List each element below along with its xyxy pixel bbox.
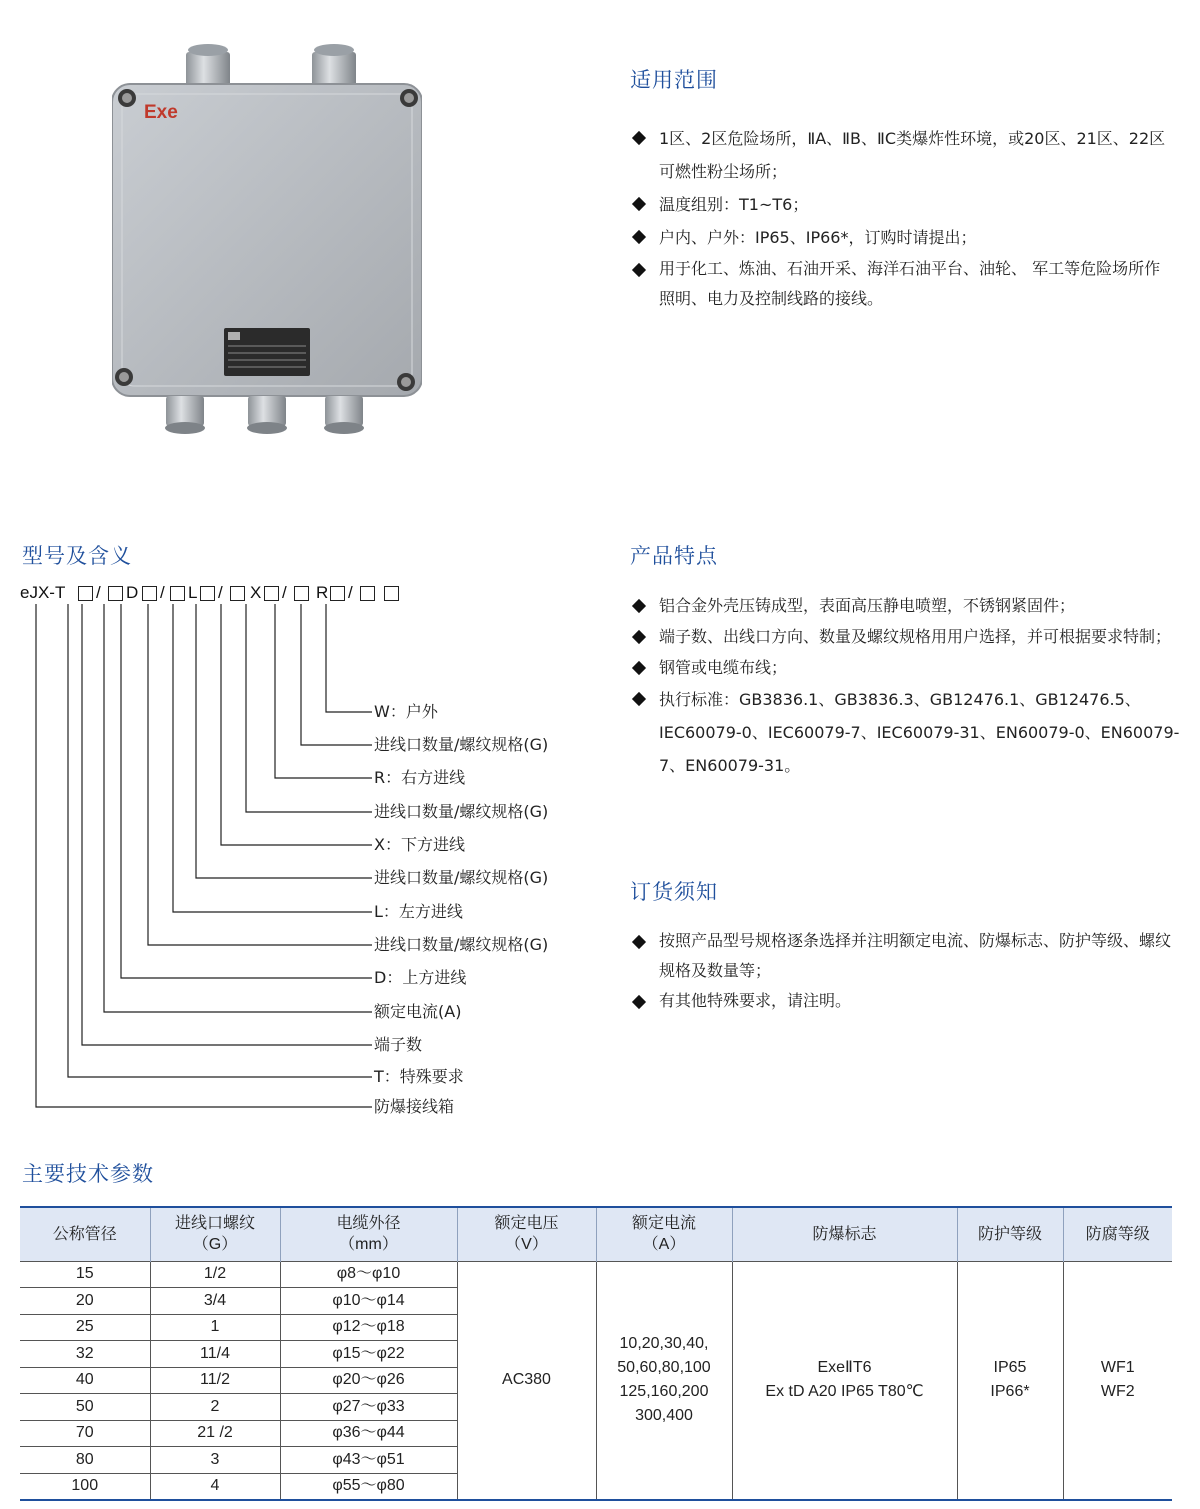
cable-cell: φ15～φ22 [280,1341,457,1368]
thread-cell: 2 [150,1394,280,1421]
pipe-cell: 20 [20,1288,150,1315]
model-label: 端子数 [374,1035,423,1054]
header-pipe: 公称管径 [20,1207,150,1261]
placeholder-box [142,586,157,601]
current-cell: 10,20,30,40, 50,60,80,100 125,160,200 300,400 [596,1261,732,1500]
model-label: L：左方进线 [374,902,463,921]
model-label: 防爆接线箱 [374,1097,455,1116]
diamond-bullet-icon [632,935,646,949]
cable-cell: φ8～φ10 [280,1261,457,1288]
placeholder-box [170,586,185,601]
cable-gland-bottom-right [324,396,364,434]
header-voltage: 额定电压 （V） [457,1207,596,1261]
thread-cell: 3 [150,1447,280,1474]
diamond-bullet-icon [632,630,646,644]
diamond-bullet-icon [632,263,646,277]
list-item: 铝合金外壳压铸成型，表面高压静电喷塑，不锈钢紧固件； [632,590,1180,621]
list-item: 有其他特殊要求，请注明。 [632,986,1180,1016]
pipe-cell: 70 [20,1420,150,1447]
pipe-cell: 25 [20,1314,150,1341]
list-item: 端子数、出线口方向、数量及螺纹规格用用户选择，并可根据要求特制； [632,621,1180,652]
header-cable: 电缆外径 （mm） [280,1207,457,1261]
diamond-bullet-icon [632,197,646,211]
model-label: 进线口数量/螺纹规格(G) [374,935,549,954]
ordering-title: 订货须知 [630,880,718,904]
table-header-row [20,1207,1172,1261]
product-photo [112,40,422,436]
cable-gland-bottom-middle [247,396,287,434]
model-label: T：特殊要求 [374,1067,464,1086]
ip-cell: IP65 IP66* [957,1261,1063,1500]
diamond-bullet-icon [632,661,646,675]
list-item: 钢管或电缆布线； [632,652,1180,683]
model-label: 额定电流(A) [374,1002,462,1021]
list-item: 用于化工、炼油、石油开采、海洋石油平台、油轮、 军工等危险场所作照明、电力及控制线路的接线。 [632,254,1172,314]
cable-gland-bottom-left [165,396,205,434]
thread-cell: 11/2 [150,1367,280,1394]
specs-title: 主要技术参数 [22,1162,154,1186]
code-part: / [348,583,353,602]
ordering-list [632,926,1180,1016]
list-item: 执行标准：GB3836.1、GB3836.3、GB12476.1、GB12476.5、IEC60079-0、IEC60079-7、IEC60079-31、EN60079-0、EN60079-7、EN60079-31。 [632,683,1180,782]
exe-marking: Exe [144,102,178,123]
placeholder-box [330,586,345,601]
header-ex-mark: 防爆标志 [732,1207,957,1261]
placeholder-box [294,586,309,601]
model-title: 型号及含义 [22,544,132,568]
model-label: W：户外 [374,702,438,721]
cable-cell: φ55～φ80 [280,1473,457,1500]
features-title: 产品特点 [630,544,718,568]
code-part: / [160,583,165,602]
scope-list [632,122,1172,314]
placeholder-box [360,586,375,601]
model-label: R：右方进线 [374,768,466,787]
list-item: 温度组别：T1~T6； [632,188,1172,221]
anticorrosion-cell: WF1 WF2 [1063,1261,1172,1500]
cable-cell: φ27～φ33 [280,1394,457,1421]
pipe-cell: 32 [20,1341,150,1368]
pipe-cell: 100 [20,1473,150,1500]
diamond-bullet-icon [632,131,646,145]
code-part: X [250,583,262,602]
model-label: D：上方进线 [374,968,467,987]
code-part: R [316,583,329,602]
placeholder-box [264,586,279,601]
features-list [632,590,1180,782]
thread-cell: 11/4 [150,1341,280,1368]
header-thread: 进线口螺纹 （G） [150,1207,280,1261]
list-item: 1区、2区危险场所，ⅡA、ⅡB、ⅡC类爆炸性环境，或20区、21区、22区可燃性粉尘场所； [632,122,1172,188]
header-anticorrosion: 防腐等级 [1063,1207,1172,1261]
scope-title: 适用范围 [630,68,718,92]
code-part: / [96,583,101,602]
list-item: 户内、户外：IP65、IP66*，订购时请提出； [632,221,1172,254]
thread-cell: 4 [150,1473,280,1500]
pipe-cell: 40 [20,1367,150,1394]
cable-cell: φ36～φ44 [280,1420,457,1447]
thread-cell: 3/4 [150,1288,280,1315]
cable-cell: φ43～φ51 [280,1447,457,1474]
model-label: 进线口数量/螺纹规格(G) [374,735,549,754]
thread-cell: 1 [150,1314,280,1341]
header-ip: 防护等级 [957,1207,1063,1261]
header-current: 额定电流 （A） [596,1207,732,1261]
diamond-bullet-icon [632,995,646,1009]
diamond-bullet-icon [632,230,646,244]
code-part: eJX-T [20,583,66,602]
list-item: 按照产品型号规格逐条选择并注明额定电流、防爆标志、防护等级、螺纹规格及数量等； [632,926,1180,986]
cable-cell: φ20～φ26 [280,1367,457,1394]
pipe-cell: 80 [20,1447,150,1474]
pipe-cell: 50 [20,1394,150,1421]
table-row [20,1261,1172,1288]
model-label: 进线口数量/螺纹规格(G) [374,868,549,887]
ex-mark-cell: ExeⅡT6 Ex tD A20 IP65 T80℃ [732,1261,957,1500]
thread-cell: 1/2 [150,1261,280,1288]
code-part: D [126,583,139,602]
cable-cell: φ12～φ18 [280,1314,457,1341]
placeholder-box [230,586,245,601]
model-label: X：下方进线 [374,835,465,854]
pipe-cell: 15 [20,1261,150,1288]
placeholder-box [108,586,123,601]
placeholder-box [200,586,215,601]
code-part: / [282,583,287,602]
voltage-cell: AC380 [457,1261,596,1500]
placeholder-box [78,586,93,601]
cable-cell: φ10～φ14 [280,1288,457,1315]
code-part: L [188,583,198,602]
diamond-bullet-icon [632,599,646,613]
code-part: / [218,583,223,602]
diamond-bullet-icon [632,692,646,706]
model-label: 进线口数量/螺纹规格(G) [374,802,549,821]
thread-cell: 21 /2 [150,1420,280,1447]
placeholder-box [384,586,399,601]
spec-table [20,1206,1172,1501]
